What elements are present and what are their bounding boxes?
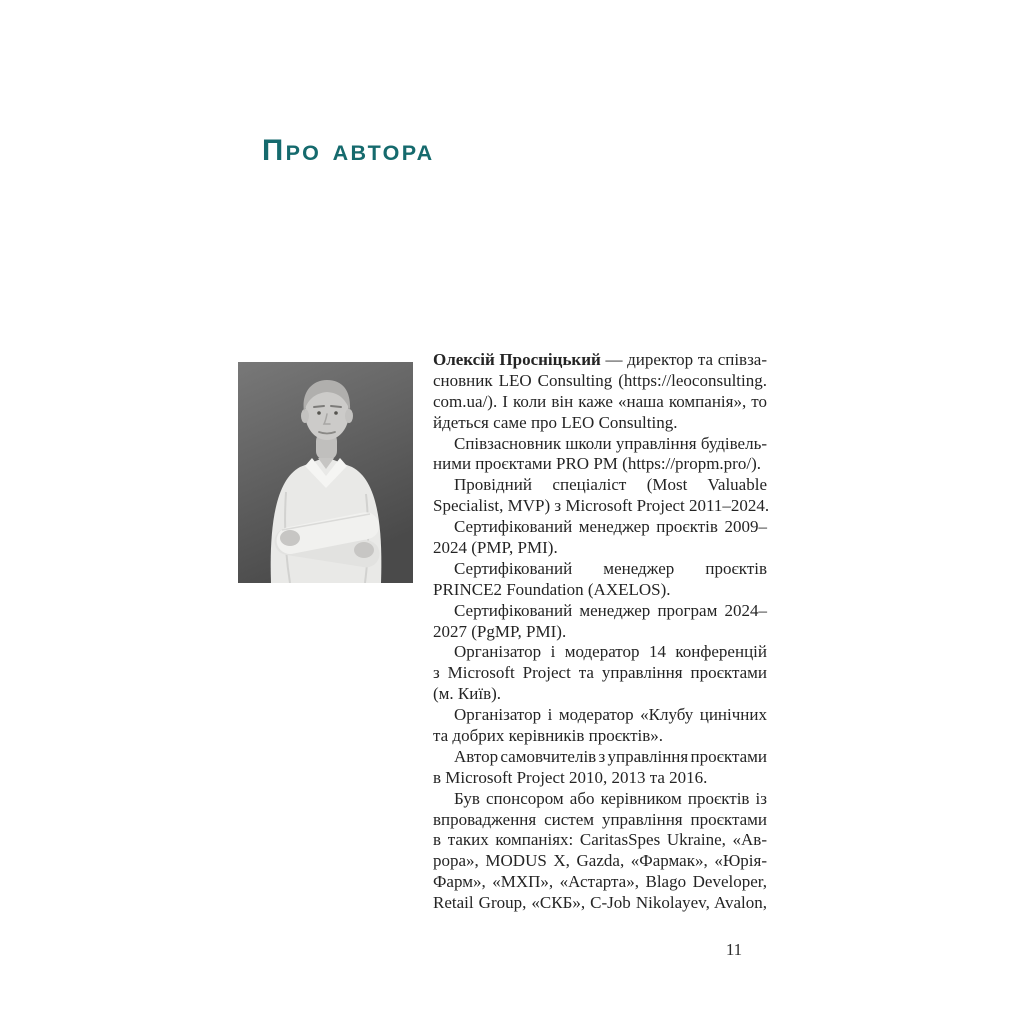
text-line: з Microsoft Project та управління проєктами	[433, 663, 767, 683]
author-portrait-image	[238, 362, 413, 583]
text-line: Сертифікований менеджер програм 2024–	[454, 600, 767, 620]
text-line: 2024 (PMP, PMI).	[433, 538, 558, 558]
text-line: PRINCE2 Foundation (AXELOS).	[433, 579, 671, 599]
text-line: Фарм», «МХП», «Астарта», Blago Developer,	[433, 872, 767, 892]
text-line: Сертифікований менеджер проєктів 2009–	[454, 517, 767, 537]
text-line: Олексій Просніцький — директор та співза-	[433, 350, 768, 369]
text-line: Організатор і модератор «Клубу цинічних	[454, 705, 767, 725]
text-line: Був спонсором або керівником проєктів із	[454, 788, 767, 808]
text-line: Автор самовчителів з управління проєктами	[454, 746, 767, 766]
text-line: com.ua/). І коли він каже «наша компанія», то	[433, 391, 767, 411]
text-line: сновник LEO Consulting (https://leoconsulting.	[433, 370, 767, 390]
text-line: рора», MODUS X, Gazda, «Фармак», «Юрія-	[433, 851, 767, 871]
author-name-bold: Олексій Просніцький	[433, 350, 601, 369]
hand-left	[280, 530, 300, 546]
text-line: Specialist, MVP) з Microsoft Project 2011–2024.	[433, 496, 770, 516]
text-line: 2027 (PgMP, PMI).	[433, 621, 567, 641]
text-line: Співзасновник школи управління будівель-	[454, 433, 767, 453]
text-line: (м. Київ).	[433, 684, 502, 704]
page-number: 11	[725, 940, 743, 959]
text-line: Організатор і модератор 14 конференцій	[454, 642, 767, 662]
body-text	[433, 350, 770, 914]
hand-right	[354, 542, 374, 558]
author-photo	[238, 362, 413, 583]
text-line: та добрих керівників проєктів».	[433, 726, 664, 746]
text-line: ними проєктами PRO PM (https://propm.pro/).	[433, 454, 761, 474]
text-line: Провідний спеціаліст (Most Valuable	[454, 475, 767, 495]
text-line: йдеться саме про LEO Consulting.	[433, 412, 678, 432]
chapter-heading: ПРО АВТОРА	[262, 134, 435, 168]
text-line: в таких компаніях: CaritasSpes Ukraine, «Ав-	[433, 830, 767, 850]
text-line: Сертифікований менеджер проєктів	[454, 558, 767, 578]
text-line: впровадження систем управління проєктами	[433, 809, 767, 829]
text-line: Retail Group, «СКБ», C-Job Nikolayev, Avalon,	[433, 893, 767, 913]
text-line: в Microsoft Project 2010, 2013 та 2016.	[433, 767, 708, 787]
